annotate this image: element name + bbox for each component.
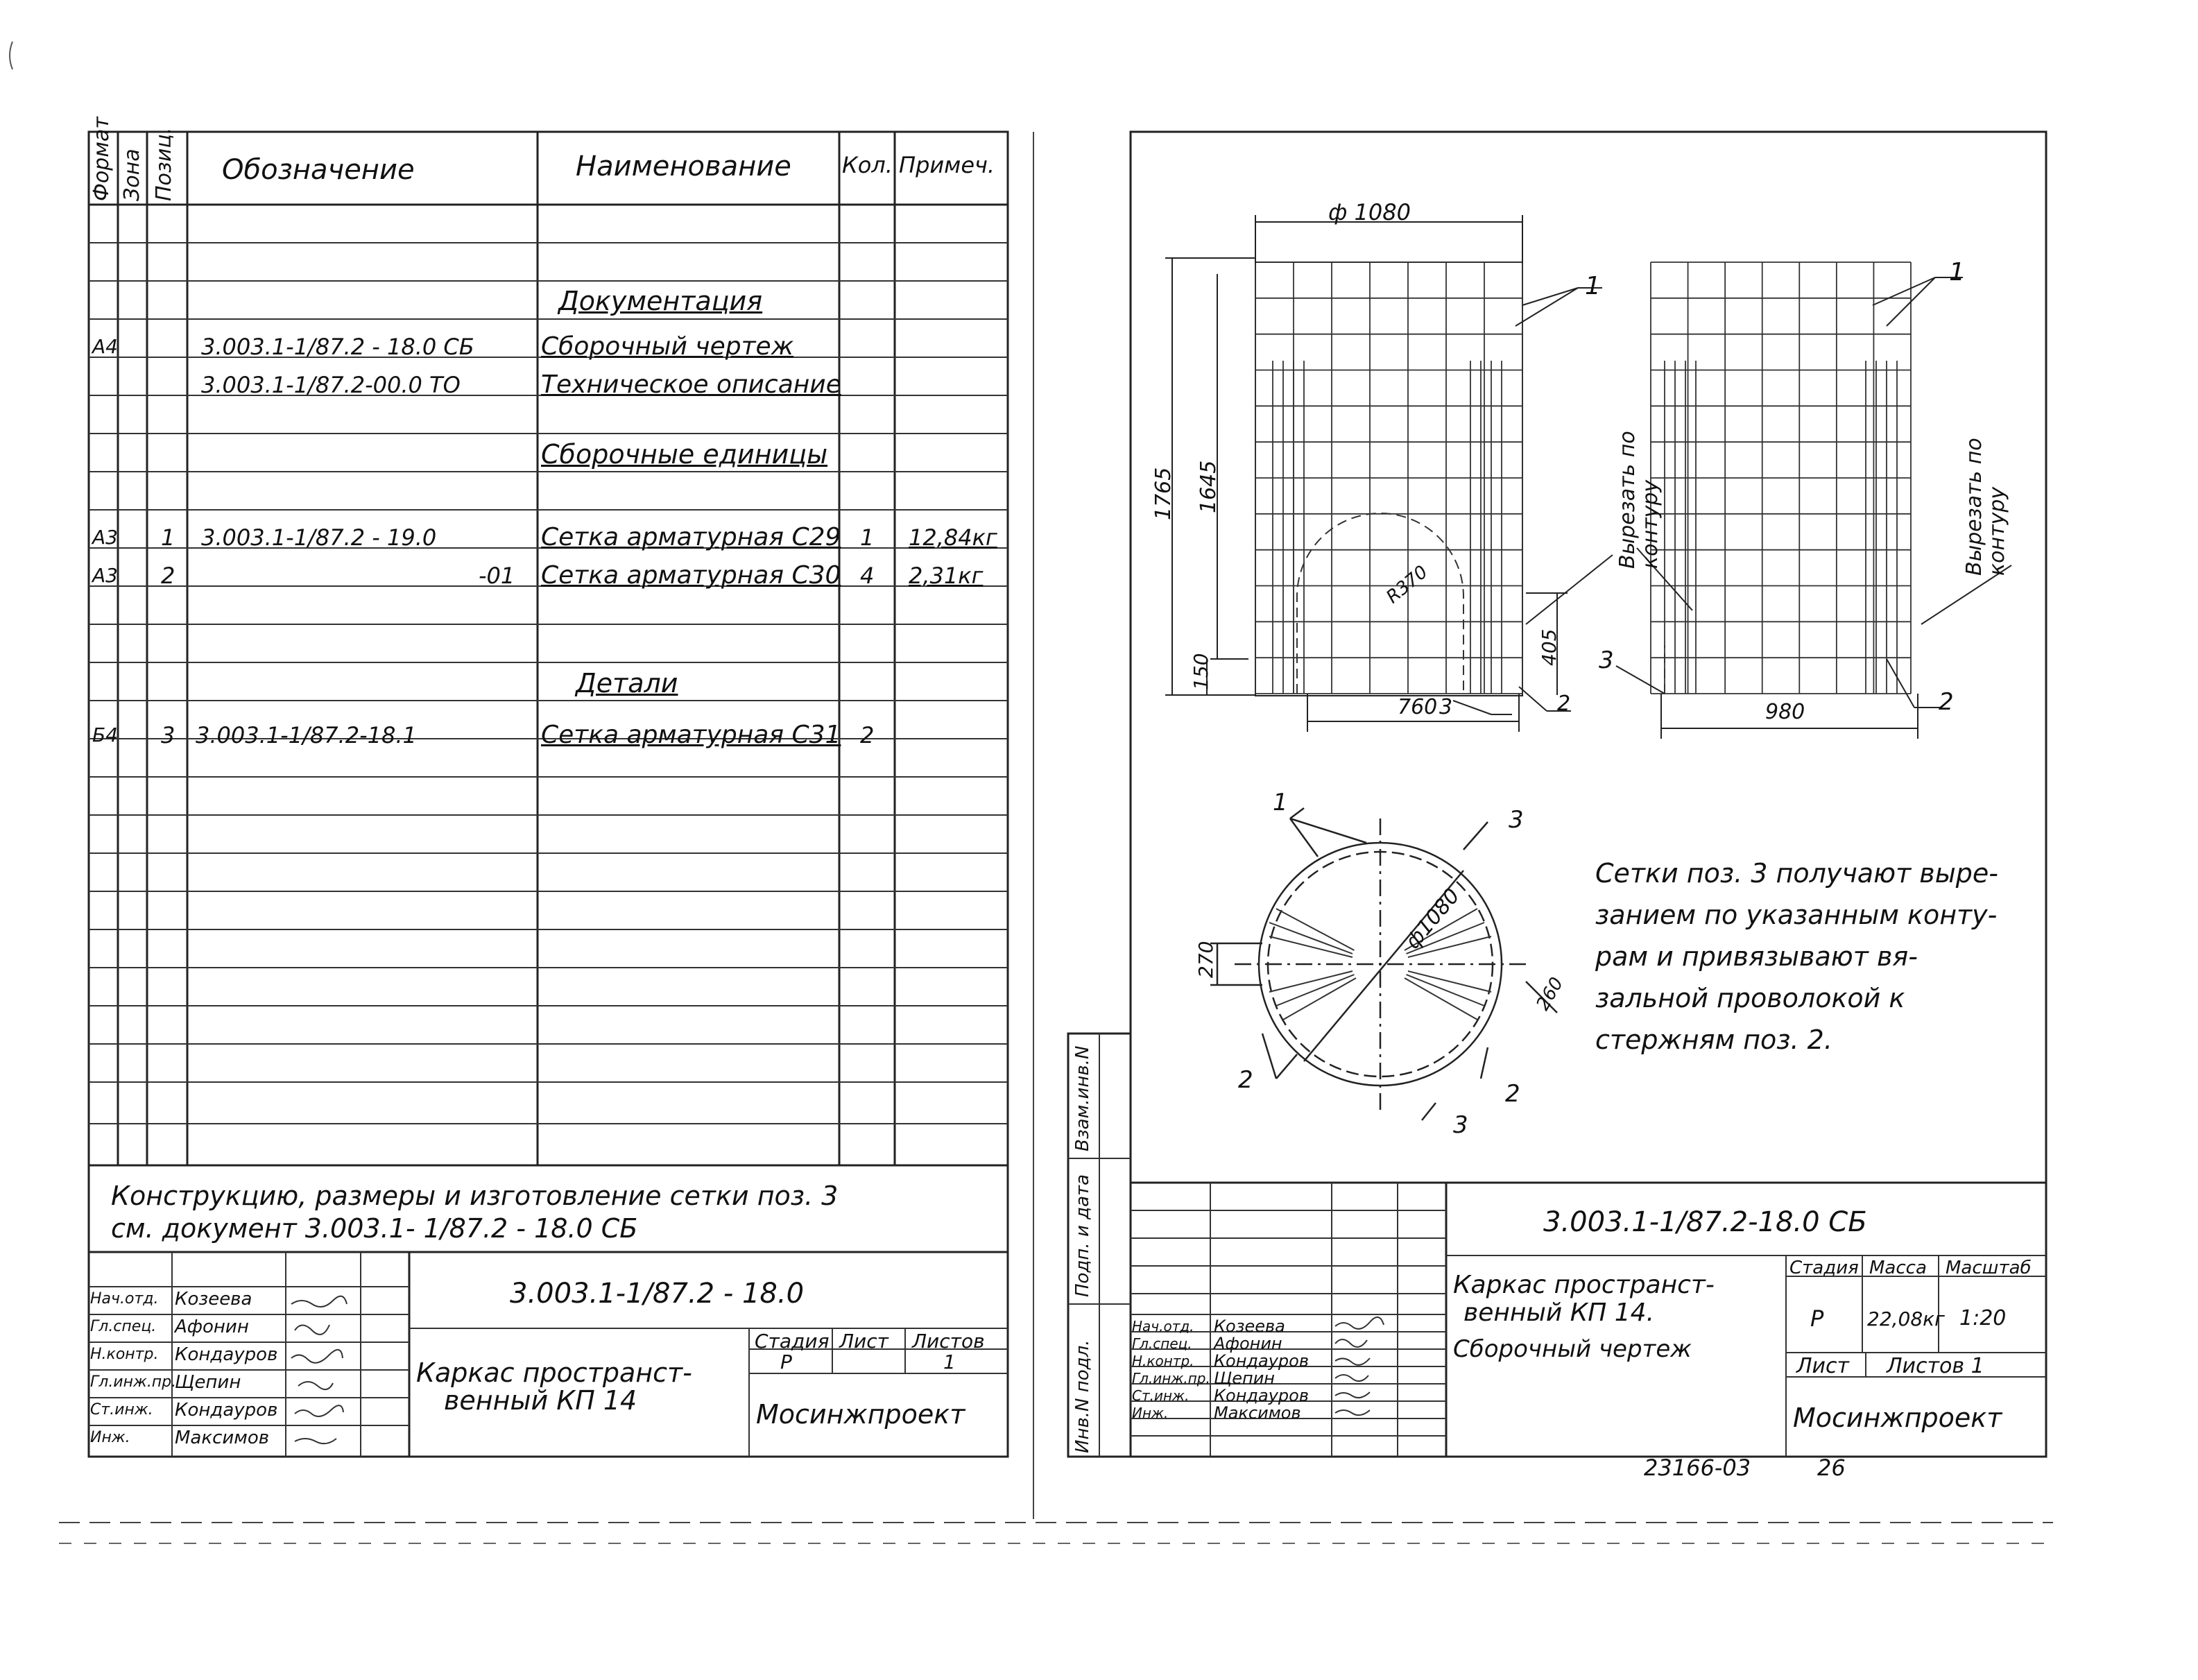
spec-stamp-title-2: венный КП 14 — [444, 1385, 637, 1416]
spec-role: Инж. — [90, 1429, 130, 1446]
spec-stamp-org: Мосинжпроект — [756, 1399, 965, 1430]
row-format: Б4 — [92, 723, 119, 746]
spec-person: Афонин — [175, 1317, 249, 1337]
drawing-role: Гл.инж.пр. — [1132, 1370, 1210, 1387]
spec-role: Ст.инж. — [90, 1401, 153, 1418]
header-pos: Позиц. — [152, 127, 176, 201]
header-qty: Кол. — [842, 152, 893, 178]
side-label-replaces: Взам.инв.N — [1072, 1045, 1093, 1151]
dim-h150: 150 — [1190, 653, 1212, 690]
side-label-sign-date: Подп. и дата — [1072, 1174, 1093, 1297]
dim-h1765: 1765 — [1151, 467, 1176, 520]
drawing-role: Инж. — [1132, 1405, 1169, 1421]
pos-label-2: 2 — [1939, 688, 1954, 716]
drawing-role: Нач.отд. — [1132, 1318, 1194, 1335]
dim-h405: 405 — [1538, 628, 1561, 666]
dim-r370: R370 — [1382, 561, 1432, 608]
drawing-stamp-sheet-label: Лист — [1796, 1354, 1850, 1378]
row-designation: 3.003.1-1/87.2-00.0 ТО — [201, 372, 461, 398]
spec-stamp-sheets-label: Листов — [912, 1330, 985, 1353]
row-qty: 2 — [860, 722, 875, 748]
dim-d260: 260 — [1532, 974, 1568, 1014]
drawing-stamp-title-2: венный КП 14. — [1463, 1298, 1655, 1327]
row-qty: 4 — [860, 563, 875, 589]
page-number: 26 — [1817, 1455, 1846, 1481]
header-designation: Обозначение — [222, 154, 415, 186]
pos-label-2: 2 — [1557, 692, 1571, 716]
pos-label-3: 3 — [1439, 695, 1453, 719]
drawing-stamp-stage-label: Стадия — [1789, 1258, 1859, 1278]
note-line: стержням поз. 2. — [1595, 1025, 1832, 1055]
spec-role: Нач.отд. — [90, 1290, 159, 1308]
cut-note-right: Вырезать по контуру — [1962, 438, 2009, 576]
pos-label-1: 1 — [1585, 272, 1601, 300]
drawing-role: Гл.спец. — [1132, 1335, 1192, 1352]
spec-person: Кондауров — [175, 1344, 278, 1365]
note-line: рам и привязывают вя- — [1595, 941, 1918, 972]
drawing-person: Кондауров — [1214, 1351, 1309, 1371]
header-zone: Зона — [120, 148, 144, 201]
row-name: Техническое описание — [541, 370, 841, 399]
dim-h1645: 1645 — [1196, 460, 1221, 513]
note-line: зальной проволокой к — [1595, 983, 1905, 1013]
spec-stamp-doc-number: 3.003.1-1/87.2 - 18.0 — [510, 1278, 805, 1310]
dim-d270: 270 — [1194, 941, 1217, 978]
row-note: 2,31кг — [909, 563, 984, 589]
row-name: Сетка арматурная С29 — [541, 523, 841, 551]
row-qty: 1 — [860, 524, 875, 551]
spec-role: Гл.спец. — [90, 1318, 157, 1335]
row-pos: 3 — [161, 722, 175, 748]
row-format: А3 — [92, 526, 118, 549]
row-name: Сетка арматурная С31 — [541, 721, 841, 749]
archive-number: 23166-03 — [1644, 1455, 1751, 1481]
pos-label-3: 3 — [1599, 646, 1614, 674]
spec-stamp-sheets: 1 — [943, 1351, 956, 1373]
dim-w980: 980 — [1765, 700, 1805, 724]
drawing-role: Ст.инж. — [1132, 1387, 1190, 1404]
row-designation: -01 — [479, 563, 515, 589]
header-format: Формат — [89, 117, 114, 201]
drawing-stamp-sheets-label: Листов 1 — [1887, 1354, 1984, 1378]
spec-person: Козеева — [175, 1289, 252, 1310]
row-name: Сетка арматурная С30 — [541, 561, 841, 590]
drawing-stamp-org: Мосинжпроект — [1793, 1403, 2002, 1433]
drawing-stamp-stage: Р — [1810, 1305, 1824, 1332]
section-assembly-units: Сборочные единицы — [541, 439, 828, 470]
spec-stamp-stage: Р — [780, 1351, 792, 1373]
note-line: Сетки поз. 3 получают выре- — [1595, 858, 1998, 889]
row-pos: 1 — [161, 524, 175, 551]
row-designation: 3.003.1-1/87.2-18.1 — [196, 722, 417, 748]
spec-role: Н.контр. — [90, 1346, 159, 1363]
spec-person: Щепин — [175, 1372, 241, 1393]
dim-d1080-top: ф 1080 — [1328, 199, 1411, 225]
spec-stamp-stage-label: Стадия — [755, 1330, 830, 1353]
drawing-person: Кондауров — [1214, 1386, 1309, 1405]
header-name: Наименование — [576, 151, 791, 182]
drawing-person: Максимов — [1214, 1403, 1301, 1423]
row-designation: 3.003.1-1/87.2 - 18.0 СБ — [201, 334, 474, 360]
pos-label-3: 3 — [1509, 806, 1524, 834]
row-designation: 3.003.1-1/87.2 - 19.0 — [201, 524, 437, 551]
drawing-role: Н.контр. — [1132, 1353, 1194, 1369]
header-note: Примеч. — [899, 152, 995, 178]
spec-stamp-title-1: Каркас пространст- — [416, 1357, 692, 1388]
section-documentation: Документация — [558, 286, 763, 316]
drawing-stamp-mass: 22,08кг — [1867, 1308, 1945, 1330]
spec-person: Кондауров — [175, 1400, 278, 1421]
cut-note-left: Вырезать по контуру — [1615, 431, 1663, 569]
pos-label-3: 3 — [1453, 1111, 1468, 1139]
spec-person: Максимов — [175, 1428, 270, 1448]
spec-footnote-line1: Конструкцию, размеры и изготовление сетки поз. 3 — [111, 1181, 839, 1211]
drawing-stamp-doc-number: 3.003.1-1/87.2-18.0 СБ — [1543, 1206, 1867, 1238]
drawing-person: Козеева — [1214, 1317, 1285, 1336]
note-line: занием по указанным конту- — [1595, 900, 1998, 930]
pos-label-1: 1 — [1273, 789, 1288, 816]
pos-label-2: 2 — [1238, 1066, 1253, 1094]
section-details: Детали — [576, 668, 678, 698]
spec-footnote-line2: см. документ 3.003.1- 1/87.2 - 18.0 СБ — [111, 1213, 638, 1244]
row-format: А3 — [92, 564, 118, 587]
drawing-stamp-title-1: Каркас пространст- — [1453, 1271, 1715, 1299]
drawing-stamp-title-3: Сборочный чертеж — [1453, 1335, 1692, 1363]
row-pos: 2 — [161, 563, 175, 589]
drawing-stamp-scale: 1:20 — [1959, 1306, 2007, 1330]
pos-label-2: 2 — [1505, 1080, 1520, 1108]
drawing-person: Щепин — [1214, 1369, 1275, 1388]
side-label-inv: Инв.N подл. — [1072, 1339, 1093, 1453]
drawing-stamp-scale-label: Масштаб — [1946, 1258, 2032, 1278]
row-note: 12,84кг — [909, 524, 997, 551]
dim-w760: 760 — [1398, 695, 1438, 719]
drawing-person: Афонин — [1214, 1334, 1282, 1353]
spec-stamp-sheet-label: Лист — [839, 1330, 888, 1353]
drawing-stamp-mass-label: Масса — [1869, 1258, 1927, 1278]
dim-d1080-plan: ф1080 — [1400, 884, 1465, 954]
row-name: Сборочный чертеж — [541, 332, 794, 361]
row-format: А4 — [92, 335, 118, 358]
pos-label-1: 1 — [1949, 258, 1965, 286]
spec-role: Гл.инж.пр. — [90, 1373, 177, 1391]
